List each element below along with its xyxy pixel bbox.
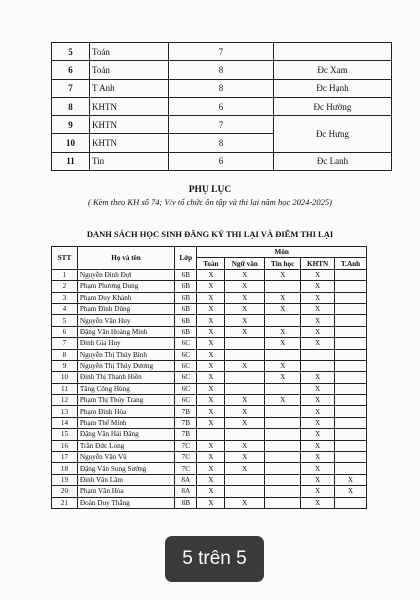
assignment-grade: 6 bbox=[169, 97, 274, 115]
subject-mark: X bbox=[197, 315, 225, 326]
student-stt: 13 bbox=[52, 406, 78, 417]
subject-mark bbox=[335, 406, 367, 417]
student-class: 6B bbox=[175, 326, 197, 337]
subject-mark bbox=[335, 429, 367, 440]
student-row bbox=[52, 429, 367, 440]
subject-mark: X bbox=[301, 463, 335, 474]
subject-mark bbox=[265, 349, 301, 360]
subject-mark: X bbox=[225, 303, 265, 314]
subject-mark: X bbox=[335, 486, 367, 497]
student-name: Phạm Thị Thúy Trang bbox=[77, 395, 174, 406]
student-stt: 14 bbox=[52, 417, 78, 428]
assignment-stt: 7 bbox=[52, 79, 90, 97]
subject-mark: X bbox=[225, 497, 265, 508]
subject-mark bbox=[335, 452, 367, 463]
assignment-stt: 8 bbox=[52, 97, 90, 115]
student-stt: 1 bbox=[52, 269, 78, 280]
assignment-subject: Toán bbox=[90, 43, 169, 61]
student-class: 6C bbox=[175, 360, 197, 371]
subject-mark: X bbox=[197, 463, 225, 474]
subject-mark: X bbox=[301, 474, 335, 485]
student-row bbox=[52, 406, 367, 417]
subject-mark bbox=[335, 360, 367, 371]
student-class: 6C bbox=[175, 338, 197, 349]
assignment-row bbox=[52, 79, 392, 97]
student-name: Nguyễn Thị Thúy Bình bbox=[77, 349, 174, 360]
assignment-stt: 11 bbox=[52, 152, 90, 170]
subject-mark: X bbox=[265, 292, 301, 303]
student-stt: 20 bbox=[52, 486, 78, 497]
subject-mark: X bbox=[265, 269, 301, 280]
subject-mark bbox=[265, 474, 301, 485]
header-subject-literature: Ngữ văn bbox=[225, 258, 265, 269]
subject-mark: X bbox=[197, 360, 225, 371]
student-name: Đinh Thị Thanh Hiền bbox=[77, 372, 174, 383]
student-row bbox=[52, 417, 367, 428]
student-stt: 4 bbox=[52, 303, 78, 314]
student-name: Đặng Văn Hoàng Minh bbox=[77, 326, 174, 337]
subject-mark: X bbox=[197, 417, 225, 428]
assignment-subject: KHTN bbox=[90, 134, 169, 152]
assignment-teacher: Đc Hạnh bbox=[274, 79, 392, 97]
subject-mark: X bbox=[197, 372, 225, 383]
assignment-grade: 7 bbox=[169, 116, 274, 134]
subject-mark bbox=[335, 395, 367, 406]
header-subject-math: Toán bbox=[197, 258, 225, 269]
subject-mark: X bbox=[225, 360, 265, 371]
header-subject-informatics: Tin học bbox=[265, 258, 301, 269]
assignment-grade: 8 bbox=[169, 61, 274, 79]
student-stt: 19 bbox=[52, 474, 78, 485]
assignment-row bbox=[52, 43, 392, 61]
student-stt: 17 bbox=[52, 452, 78, 463]
student-row bbox=[52, 303, 367, 314]
student-class: 7C bbox=[175, 463, 197, 474]
subject-mark bbox=[335, 497, 367, 508]
subject-mark bbox=[197, 429, 225, 440]
subject-mark bbox=[335, 372, 367, 383]
subject-mark: X bbox=[301, 269, 335, 280]
subject-mark bbox=[265, 281, 301, 292]
student-row bbox=[52, 486, 367, 497]
assignment-grade: 8 bbox=[169, 134, 274, 152]
student-class: 8A bbox=[175, 486, 197, 497]
subject-mark: X bbox=[225, 281, 265, 292]
student-class: 7C bbox=[175, 452, 197, 463]
student-class: 8B bbox=[175, 497, 197, 508]
assignment-subject: Tin bbox=[90, 152, 169, 170]
student-name: Phạm Văn Hòa bbox=[77, 486, 174, 497]
subject-mark: X bbox=[197, 338, 225, 349]
subject-mark bbox=[335, 383, 367, 394]
subject-mark: X bbox=[265, 338, 301, 349]
subject-mark: X bbox=[225, 417, 265, 428]
student-stt: 9 bbox=[52, 360, 78, 371]
student-row bbox=[52, 292, 367, 303]
student-name: Đinh Gia Huy bbox=[77, 338, 174, 349]
student-class: 6B bbox=[175, 315, 197, 326]
student-class: 8A bbox=[175, 474, 197, 485]
student-stt: 10 bbox=[52, 372, 78, 383]
subject-mark: X bbox=[301, 315, 335, 326]
subject-mark: X bbox=[301, 292, 335, 303]
student-retake-table bbox=[51, 246, 367, 509]
header-class: Lớp bbox=[175, 247, 197, 270]
student-row bbox=[52, 372, 367, 383]
subject-mark bbox=[225, 429, 265, 440]
student-row bbox=[52, 497, 367, 508]
student-name: Đoàn Duy Thắng bbox=[77, 497, 174, 508]
student-row bbox=[52, 360, 367, 371]
subject-mark bbox=[265, 406, 301, 417]
assignment-grade: 6 bbox=[169, 152, 274, 170]
student-class: 7B bbox=[175, 417, 197, 428]
subject-mark: X bbox=[301, 417, 335, 428]
subject-mark: X bbox=[301, 383, 335, 394]
subject-mark bbox=[335, 440, 367, 451]
subject-mark: X bbox=[197, 292, 225, 303]
subject-mark: X bbox=[301, 440, 335, 451]
subject-mark: X bbox=[225, 292, 265, 303]
subject-mark: X bbox=[197, 497, 225, 508]
student-row bbox=[52, 349, 367, 360]
subject-mark bbox=[335, 463, 367, 474]
subject-mark: X bbox=[197, 303, 225, 314]
assignment-stt: 9 bbox=[52, 116, 90, 134]
assignment-row bbox=[52, 61, 392, 79]
student-row bbox=[52, 383, 367, 394]
subject-mark bbox=[335, 303, 367, 314]
assignment-subject: KHTN bbox=[90, 97, 169, 115]
student-name: Nguyễn Thị Thúy Dương bbox=[77, 360, 174, 371]
student-stt: 15 bbox=[52, 429, 78, 440]
student-stt: 12 bbox=[52, 395, 78, 406]
student-row bbox=[52, 452, 367, 463]
assignment-grade: 8 bbox=[169, 79, 274, 97]
student-name: Tăng Công Hùng bbox=[77, 383, 174, 394]
page-indicator: 5 trên 5 bbox=[165, 536, 264, 582]
assignment-teacher: Đc Hường bbox=[274, 97, 392, 115]
subject-mark: X bbox=[225, 406, 265, 417]
header-subject-english: T.Anh bbox=[335, 258, 367, 269]
subject-mark: X bbox=[197, 440, 225, 451]
subject-mark bbox=[225, 349, 265, 360]
subject-mark: X bbox=[225, 463, 265, 474]
student-name: Phạm Duy Khánh bbox=[77, 292, 174, 303]
subject-mark: X bbox=[225, 395, 265, 406]
subject-mark bbox=[335, 292, 367, 303]
subject-mark: X bbox=[265, 303, 301, 314]
subject-mark bbox=[301, 349, 335, 360]
subject-mark: X bbox=[197, 474, 225, 485]
student-class: 7C bbox=[175, 440, 197, 451]
subject-mark: X bbox=[197, 281, 225, 292]
student-name: Phạm Đình Dũng bbox=[77, 303, 174, 314]
student-stt: 18 bbox=[52, 463, 78, 474]
student-row bbox=[52, 395, 367, 406]
student-name: Phạm Thế Minh bbox=[77, 417, 174, 428]
subject-mark: X bbox=[197, 395, 225, 406]
subject-mark bbox=[225, 372, 265, 383]
student-row bbox=[52, 440, 367, 451]
subject-mark: X bbox=[265, 395, 301, 406]
student-name: Đinh Văn Lâm bbox=[77, 474, 174, 485]
assignment-stt: 5 bbox=[52, 43, 90, 61]
student-row bbox=[52, 269, 367, 280]
subject-mark: X bbox=[225, 315, 265, 326]
subject-mark: X bbox=[301, 338, 335, 349]
assignment-row bbox=[52, 97, 392, 115]
subject-mark bbox=[225, 474, 265, 485]
student-class: 6B bbox=[175, 292, 197, 303]
subject-mark bbox=[301, 360, 335, 371]
assignment-subject: Toán bbox=[90, 61, 169, 79]
subject-mark: X bbox=[197, 406, 225, 417]
subject-mark: X bbox=[335, 474, 367, 485]
header-name: Họ và tên bbox=[77, 247, 174, 270]
subject-mark: X bbox=[301, 406, 335, 417]
assignment-stt: 6 bbox=[52, 61, 90, 79]
subject-mark bbox=[265, 315, 301, 326]
student-stt: 16 bbox=[52, 440, 78, 451]
student-row bbox=[52, 315, 367, 326]
subject-mark: X bbox=[225, 440, 265, 451]
student-name: Phạm Đình Hòa bbox=[77, 406, 174, 417]
subject-mark: X bbox=[301, 372, 335, 383]
subject-mark: X bbox=[197, 326, 225, 337]
subject-mark: X bbox=[197, 349, 225, 360]
student-row bbox=[52, 463, 367, 474]
student-stt: 11 bbox=[52, 383, 78, 394]
subject-mark: X bbox=[265, 360, 301, 371]
assignment-subject: KHTN bbox=[90, 116, 169, 134]
assignment-grade: 7 bbox=[169, 43, 274, 61]
subject-mark bbox=[265, 486, 301, 497]
subject-mark bbox=[265, 417, 301, 428]
subject-mark: X bbox=[225, 452, 265, 463]
subject-mark: X bbox=[301, 281, 335, 292]
student-name: Nguyễn Đình Đợi bbox=[77, 269, 174, 280]
subject-mark: X bbox=[197, 452, 225, 463]
teacher-assignment-body bbox=[52, 43, 392, 171]
subject-mark bbox=[265, 383, 301, 394]
subject-mark bbox=[265, 497, 301, 508]
student-table-body bbox=[52, 269, 367, 508]
assignment-stt: 10 bbox=[52, 134, 90, 152]
subject-mark: X bbox=[265, 372, 301, 383]
student-name: Nguyễn Văn Huy bbox=[77, 315, 174, 326]
student-name: Đặng Văn Hải Đăng bbox=[77, 429, 174, 440]
student-name: Nguyễn Văn Vũ bbox=[77, 452, 174, 463]
student-stt: 2 bbox=[52, 281, 78, 292]
assignment-row bbox=[52, 152, 392, 170]
student-class: 7B bbox=[175, 406, 197, 417]
subject-mark bbox=[225, 338, 265, 349]
student-stt: 6 bbox=[52, 326, 78, 337]
student-class: 6C bbox=[175, 372, 197, 383]
header-subject-science: KHTN bbox=[301, 258, 335, 269]
subject-mark: X bbox=[197, 486, 225, 497]
student-list-title: DANH SÁCH HỌC SINH ĐĂNG KÝ THI LẠI VÀ ĐIỂM THI LẠI bbox=[86, 229, 334, 239]
subject-mark bbox=[335, 315, 367, 326]
student-class: 6C bbox=[175, 349, 197, 360]
student-row bbox=[52, 281, 367, 292]
subject-mark bbox=[335, 326, 367, 337]
header-stt: STT bbox=[52, 247, 78, 270]
subject-mark: X bbox=[301, 452, 335, 463]
assignment-teacher: Đc Hưng bbox=[274, 116, 392, 153]
student-class: 6B bbox=[175, 281, 197, 292]
subject-mark bbox=[335, 417, 367, 428]
subject-mark: X bbox=[301, 303, 335, 314]
subject-mark bbox=[335, 281, 367, 292]
student-stt: 3 bbox=[52, 292, 78, 303]
assignment-teacher: Đc Xam bbox=[274, 61, 392, 79]
student-row bbox=[52, 338, 367, 349]
subject-mark bbox=[335, 349, 367, 360]
subject-mark: X bbox=[197, 269, 225, 280]
appendix-title: PHỤ LỤC bbox=[188, 185, 232, 195]
assignment-subject: T Anh bbox=[90, 79, 169, 97]
student-stt: 5 bbox=[52, 315, 78, 326]
teacher-assignment-table bbox=[51, 42, 392, 171]
header-subjects: Môn bbox=[197, 247, 367, 258]
subject-mark: X bbox=[301, 326, 335, 337]
student-name: Trần Đức Long bbox=[77, 440, 174, 451]
subject-mark bbox=[265, 463, 301, 474]
subject-mark: X bbox=[197, 383, 225, 394]
subject-mark bbox=[225, 486, 265, 497]
subject-mark: X bbox=[225, 326, 265, 337]
appendix-subtitle: ( Kèm theo KH số 74; V/v tổ chức ôn tập và thi lại năm học 2024-2025) bbox=[87, 197, 332, 207]
subject-mark: X bbox=[265, 326, 301, 337]
subject-mark bbox=[265, 429, 301, 440]
student-name: Phạm Phương Dung bbox=[77, 281, 174, 292]
student-class: 6C bbox=[175, 383, 197, 394]
student-class: 6B bbox=[175, 269, 197, 280]
assignment-teacher bbox=[274, 43, 392, 61]
student-table-header bbox=[52, 247, 367, 270]
student-row bbox=[52, 326, 367, 337]
student-stt: 8 bbox=[52, 349, 78, 360]
subject-mark: X bbox=[301, 486, 335, 497]
subject-mark: X bbox=[301, 497, 335, 508]
subject-mark: X bbox=[301, 429, 335, 440]
assignment-teacher: Đc Lanh bbox=[274, 152, 392, 170]
student-name: Đặng Văn Sung Sướng bbox=[77, 463, 174, 474]
student-class: 6B bbox=[175, 303, 197, 314]
subject-mark bbox=[335, 338, 367, 349]
subject-mark: X bbox=[225, 269, 265, 280]
subject-mark bbox=[335, 269, 367, 280]
subject-mark bbox=[225, 383, 265, 394]
subject-mark bbox=[265, 440, 301, 451]
student-stt: 21 bbox=[52, 497, 78, 508]
subject-mark bbox=[265, 452, 301, 463]
student-stt: 7 bbox=[52, 338, 78, 349]
student-class: 6C bbox=[175, 395, 197, 406]
student-class: 7B bbox=[175, 429, 197, 440]
subject-mark: X bbox=[301, 395, 335, 406]
assignment-row bbox=[52, 116, 392, 134]
student-row bbox=[52, 474, 367, 485]
